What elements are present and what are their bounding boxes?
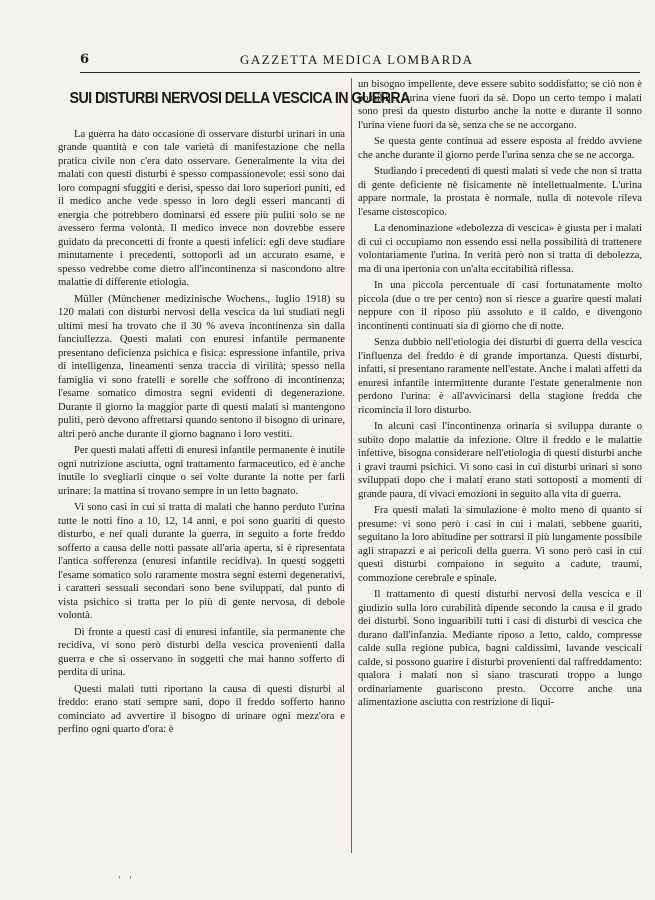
- page-number: 6: [80, 52, 90, 67]
- paragraph-continuation: un bisogno impellente, deve essere subito soddisfatto; se ciò non è possibile, l'urina viene fuori da sè. Dopo un certo tempo i malati sono presi da questo disturbo anche la notte e durante il sonno l'urina viene fuori da sè, senza che se ne accorgano.: [358, 79, 642, 131]
- paragraph: Fra questi malati la simulazione è molto meno di quanto si presume: vi sono però i casi in cui i malati, sebbene guariti, seguitano la loro abitudine per sottrarsi il più lungamente possibile agli strapazzi e ai pericoli della guerra. Vi sono però casi in cui questi disturbi compaiono in seguito a cadute, traumi, commozione cerebrale e spinale.: [358, 505, 642, 584]
- paragraph: Müller (Münchener medizinische Wochens., luglio 1918) su 120 malati con disturbi nervosi della vescica da lui studiati negli ultimi mesi ha trovato che il 30 % aveva incontinenza sin dalla fanciullezza. Questi malati con enuresi infantile permanente presentano deficienza psichica e fisica: espressione infantile, priva di intelligenza, lineamenti senza traccia di virilità; spesso nella famiglia vi sono fratelli e sorelle che soffrono di incontinenza; l'esame somatico dimostra segni evidenti di degenerazione. Durante il giorno la maggior parte di questi malati si mantengono puliti, però devono affrettarsi quando sentono il bisogno di urinare, altri però anche durante il giorno bagnano i loro vestiti.: [58, 293, 345, 440]
- page-header: [80, 52, 640, 72]
- left-column: [58, 78, 410, 868]
- paragraph: Di fronte a questi casi di enuresi infantile, sia permanente che recidiva, vi sono però disturbi della vescica provenienti dalla guerra e che si osservano in soggetti che mai hanno sofferto di perdita di urina.: [58, 626, 345, 678]
- paragraph: La denominazione «debolezza di vescica» è giusta per i malati di cui ci occupiamo non essendo essi nella possibilità di trattenere volontariamente l'urina. In verità però non si tratta di debolezza, ma di una ipertonia con un'alta eccitabilità riflessa.: [358, 223, 642, 275]
- bottom-mark: ' ': [118, 876, 135, 886]
- paragraph: Se questa gente continua ad essere esposta al freddo avviene che anche durante il giorno perde l'urina senza che se ne accorga.: [358, 136, 642, 161]
- paragraph: Il trattamento di questi disturbi nervosi della vescica e il giudizio sulla loro curabilità dipende secondo la causa e il grado dei disturbi. Sono inguaribili tutti i casi di disturbi di vescica che durano dall'infanzia. Mediante riposo a letto, caldo, compresse calde sulla regione pubica, bagni caldissimi, lavande vescicali calde, si possono guarire i disturbi provenienti dal raffreddamento: qualora i malati non si siano trascurati troppo a lungo ordinariamente guariscono presto. Occorre anche una alimentazione asciutta con restrizione di liqui-: [358, 589, 642, 708]
- paragraph: Senza dubbio nell'etiologia dei disturbi di guerra della vescica l'influenza del freddo è di grande importanza. Questi disturbi, infatti, si presentano raramente nell'estate. Anche i malati affetti da enuresi infantile intermittente durante l'estate generalmente non perdono l'urina: è all'avvicinarsi della stagione fredda che ricomincia il loro disturbo.: [358, 337, 642, 416]
- paragraph: Studiando i precedenti di questi malati si vede che non si tratta di gente deficiente nè fisicamente nè intellettualmente. L'urina appare normale, la prostata è normale, nulla di notevole rileva l'esame cistoscopico.: [358, 166, 642, 218]
- paragraph: Per questi malati affetti di enuresi infantile permanente è inutile ogni nutrizione asciutta, ogni trattamento farmaceutico, ed è anche inutile lo svegliarli cinque o sei volte durante la notte per farli urinare: la mattina si trovano sempre in un letto bagnato.: [58, 445, 345, 497]
- paragraph: La guerra ha dato occasione di osservare disturbi urinari in una grande quantità e con tale varietà di manifestazione che nella pratica civile non c'era dato osservare. Generalmente la vita dei malati con questi disturbi è spesso compassionevole: essi sono dai loro compagni sfuggiti e derisi, spesso dai loro superiori puniti, ed il medico anche vede spesso in loro degli esseri mancanti di energia che potrebbero dominarsi ed essere più puliti solo se ne avessero ferma volontà. Il medico invece non dovrebbe essere guidato da preconcetti di fronte a questi infelici: egli deve studiare minutamente i precedenti, sottoporli ad un accurato esame, e spesso vedrebbe come dietro all'incontinenza si nascondono altre malattie di differente etiologia.: [58, 128, 345, 288]
- paragraph: Vi sono casi in cui si tratta di malati che hanno perduto l'urina tutte le notti fino a 10, 12, 14 anni, e poi sono guariti di questo disturbo, e nei quali durante la guerra, in seguito a forte freddo sofferto a causa delle notti passate all'aria aperta, si è ripresentata l'antica sofferenza (enuresi infantile recidiva). In questi soggetti l'esame somatico solo raramente mostra segni esterni degenerativi, i caratteri sessuali secondari sono bene sviluppati, dal punto di vista psichico si tratta per lo più di gente nervosa, di debole volontà.: [58, 502, 345, 621]
- article-title: SUI DISTURBI NERVOSI DELLA VESCICA IN GUERRA: [69, 90, 410, 107]
- paragraph: In una piccola percentuale di casi fortunatamente molto piccola (due o tre per cento) non si riesce a guarire questi malati neppure con il riposo più assoluto e il caldo, e divengono incontinenti continuati sia di giorno che di notte.: [358, 280, 642, 332]
- right-column: [358, 78, 642, 868]
- journal-title: GAZZETTA MEDICA LOMBARDA: [240, 52, 474, 67]
- column-divider: [351, 78, 352, 853]
- header-rule: [80, 72, 640, 73]
- paragraph: In alcuni casi l'incontinenza orinaria si sviluppa durante o subito dopo malattie da infezione. Oltre il freddo e le malattie infettive, bisogna considerare nell'etiologia di questi disturbi anche i gravi traumi psichici. Vi sono casi in cui disturbi urinari si sono sviluppati dopo che i malati erano stati sottoposti a momenti di grande paura, di vivaci emozioni in seguito alla vita di guerra.: [358, 421, 642, 500]
- paragraph: Questi malati tutti riportano la causa di questi disturbi al freddo: erano stati sempre sani, dopo il freddo sofferto hanno cominciato ad avvertire il bisogno di urinare ogni mezz'ora e perfino ogni quarto d'ora: è: [58, 683, 345, 735]
